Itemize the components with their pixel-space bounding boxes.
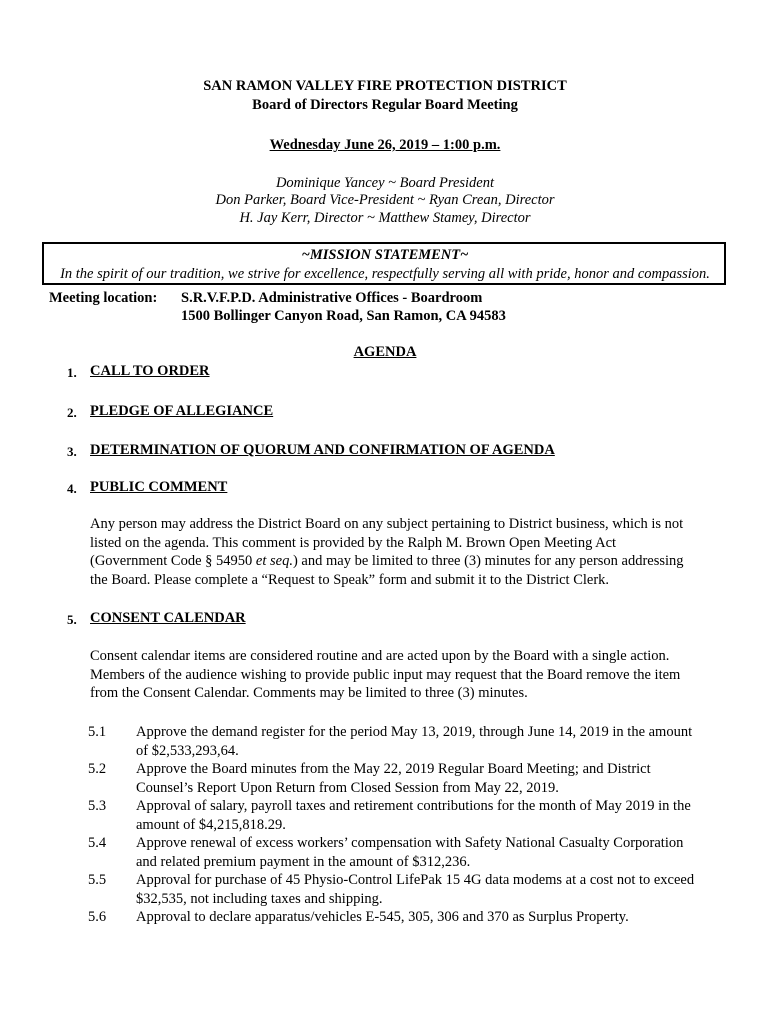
et-seq: et seq.	[255, 553, 293, 569]
consent-item-number: 5.6	[88, 909, 107, 925]
public-comment-line: listed on the agenda. This comment is provided by the Ralph M. Brown Open Meeting Act	[90, 534, 617, 551]
agenda-item-quorum: DETERMINATION OF QUORUM AND CONFIRMATION OF AGENDA	[90, 442, 555, 458]
consent-intro-line: Consent calendar items are considered routine and are acted upon by the Board with a single action.	[90, 648, 670, 664]
consent-item-text	[136, 834, 683, 871]
consent-item-text	[136, 723, 692, 760]
agenda-title-text: AGENDA	[353, 344, 417, 360]
consent-item-number: 5.5	[88, 872, 107, 888]
consent-item-line: of $2,533,293,64.	[136, 742, 239, 759]
public-comment-text	[90, 515, 684, 589]
public-comment-line-pre: (Government Code § 54950	[90, 553, 256, 569]
item-number: 5.	[67, 612, 77, 627]
public-comment-line	[90, 552, 684, 571]
board-line-2: Don Parker, Board Vice-President ~ Ryan Crean, Director	[215, 192, 555, 208]
mission-text: In the spirit of our tradition, we strive for excellence, respectfully serving all with pride, honor and compassion.	[60, 266, 710, 282]
consent-item-text	[136, 871, 694, 908]
consent-item-line: $32,535, not including taxes and shipping.	[136, 890, 383, 907]
board-line-3: H. Jay Kerr, Director ~ Matthew Stamey, Director	[239, 210, 531, 226]
meeting-date: Wednesday June 26, 2019 – 1:00 p.m.	[269, 137, 501, 153]
board-line-1: Dominique Yancey ~ Board President	[275, 175, 495, 191]
consent-item-line: amount of $4,215,818.29.	[136, 816, 286, 833]
mission-title: ~MISSION STATEMENT~	[301, 247, 469, 263]
consent-item-text	[136, 797, 691, 834]
district-name: SAN RAMON VALLEY FIRE PROTECTION DISTRICT	[203, 78, 567, 94]
consent-item-line: Approval to declare apparatus/vehicles E-545, 305, 306 and 370 as Surplus Property.	[136, 909, 629, 925]
consent-item-number: 5.1	[88, 724, 107, 740]
public-comment-line: Any person may address the District Board on any subject pertaining to District business, which is not	[90, 516, 684, 532]
item-number: 1.	[67, 365, 77, 380]
consent-item-line: Approve renewal of excess workers’ compensation with Safety National Casualty Corporation	[136, 835, 684, 851]
location-line-2: 1500 Bollinger Canyon Road, San Ramon, CA 94583	[181, 308, 506, 324]
consent-item-line: Approve the demand register for the period May 13, 2019, through June 14, 2019 in the amount	[136, 724, 693, 740]
consent-item-text	[136, 908, 629, 927]
public-comment-line-post: ) and may be limited to three (3) minutes for any person addressing	[292, 553, 684, 569]
consent-item-text	[136, 760, 651, 797]
meeting-type: Board of Directors Regular Board Meeting	[252, 97, 518, 113]
consent-item-number: 5.2	[88, 761, 107, 777]
consent-intro-line: Members of the audience wishing to provide public input may request that the Board remove the item	[90, 666, 681, 683]
agenda-item-call-to-order: CALL TO ORDER	[90, 363, 210, 379]
agenda-item-pledge: PLEDGE OF ALLEGIANCE	[90, 403, 274, 419]
agenda-title	[0, 344, 770, 361]
consent-item-line: Approve the Board minutes from the May 22, 2019 Regular Board Meeting; and District	[136, 761, 651, 777]
consent-item-line: Approval of salary, payroll taxes and retirement contributions for the month of May 2019 in the	[136, 798, 691, 814]
consent-intro-line: from the Consent Calendar. Comments may be limited to three (3) minutes.	[90, 685, 528, 701]
location-line-1: S.R.V.F.P.D. Administrative Offices - Boardroom	[181, 290, 483, 306]
public-comment-line: the Board. Please complete a “Request to Speak” form and submit it to the District Clerk.	[90, 571, 610, 588]
agenda-item-consent-calendar: CONSENT CALENDAR	[90, 610, 246, 626]
item-number: 3.	[67, 444, 77, 459]
consent-intro	[90, 647, 680, 703]
agenda-item-public-comment: PUBLIC COMMENT	[90, 479, 228, 495]
consent-item-line: Counsel’s Report Upon Return from Closed Session from May 22, 2019.	[136, 779, 559, 796]
consent-item-line: and related premium payment in the amount of $312,236.	[136, 853, 471, 870]
item-number: 2.	[67, 405, 77, 420]
consent-item-number: 5.4	[88, 835, 107, 851]
consent-item-number: 5.3	[88, 798, 107, 814]
location-label: Meeting location:	[49, 290, 158, 306]
consent-item-line: Approval for purchase of 45 Physio-Control LifePak 15 4G data modems at a cost not to exceed	[136, 872, 695, 888]
item-number: 4.	[67, 481, 77, 496]
